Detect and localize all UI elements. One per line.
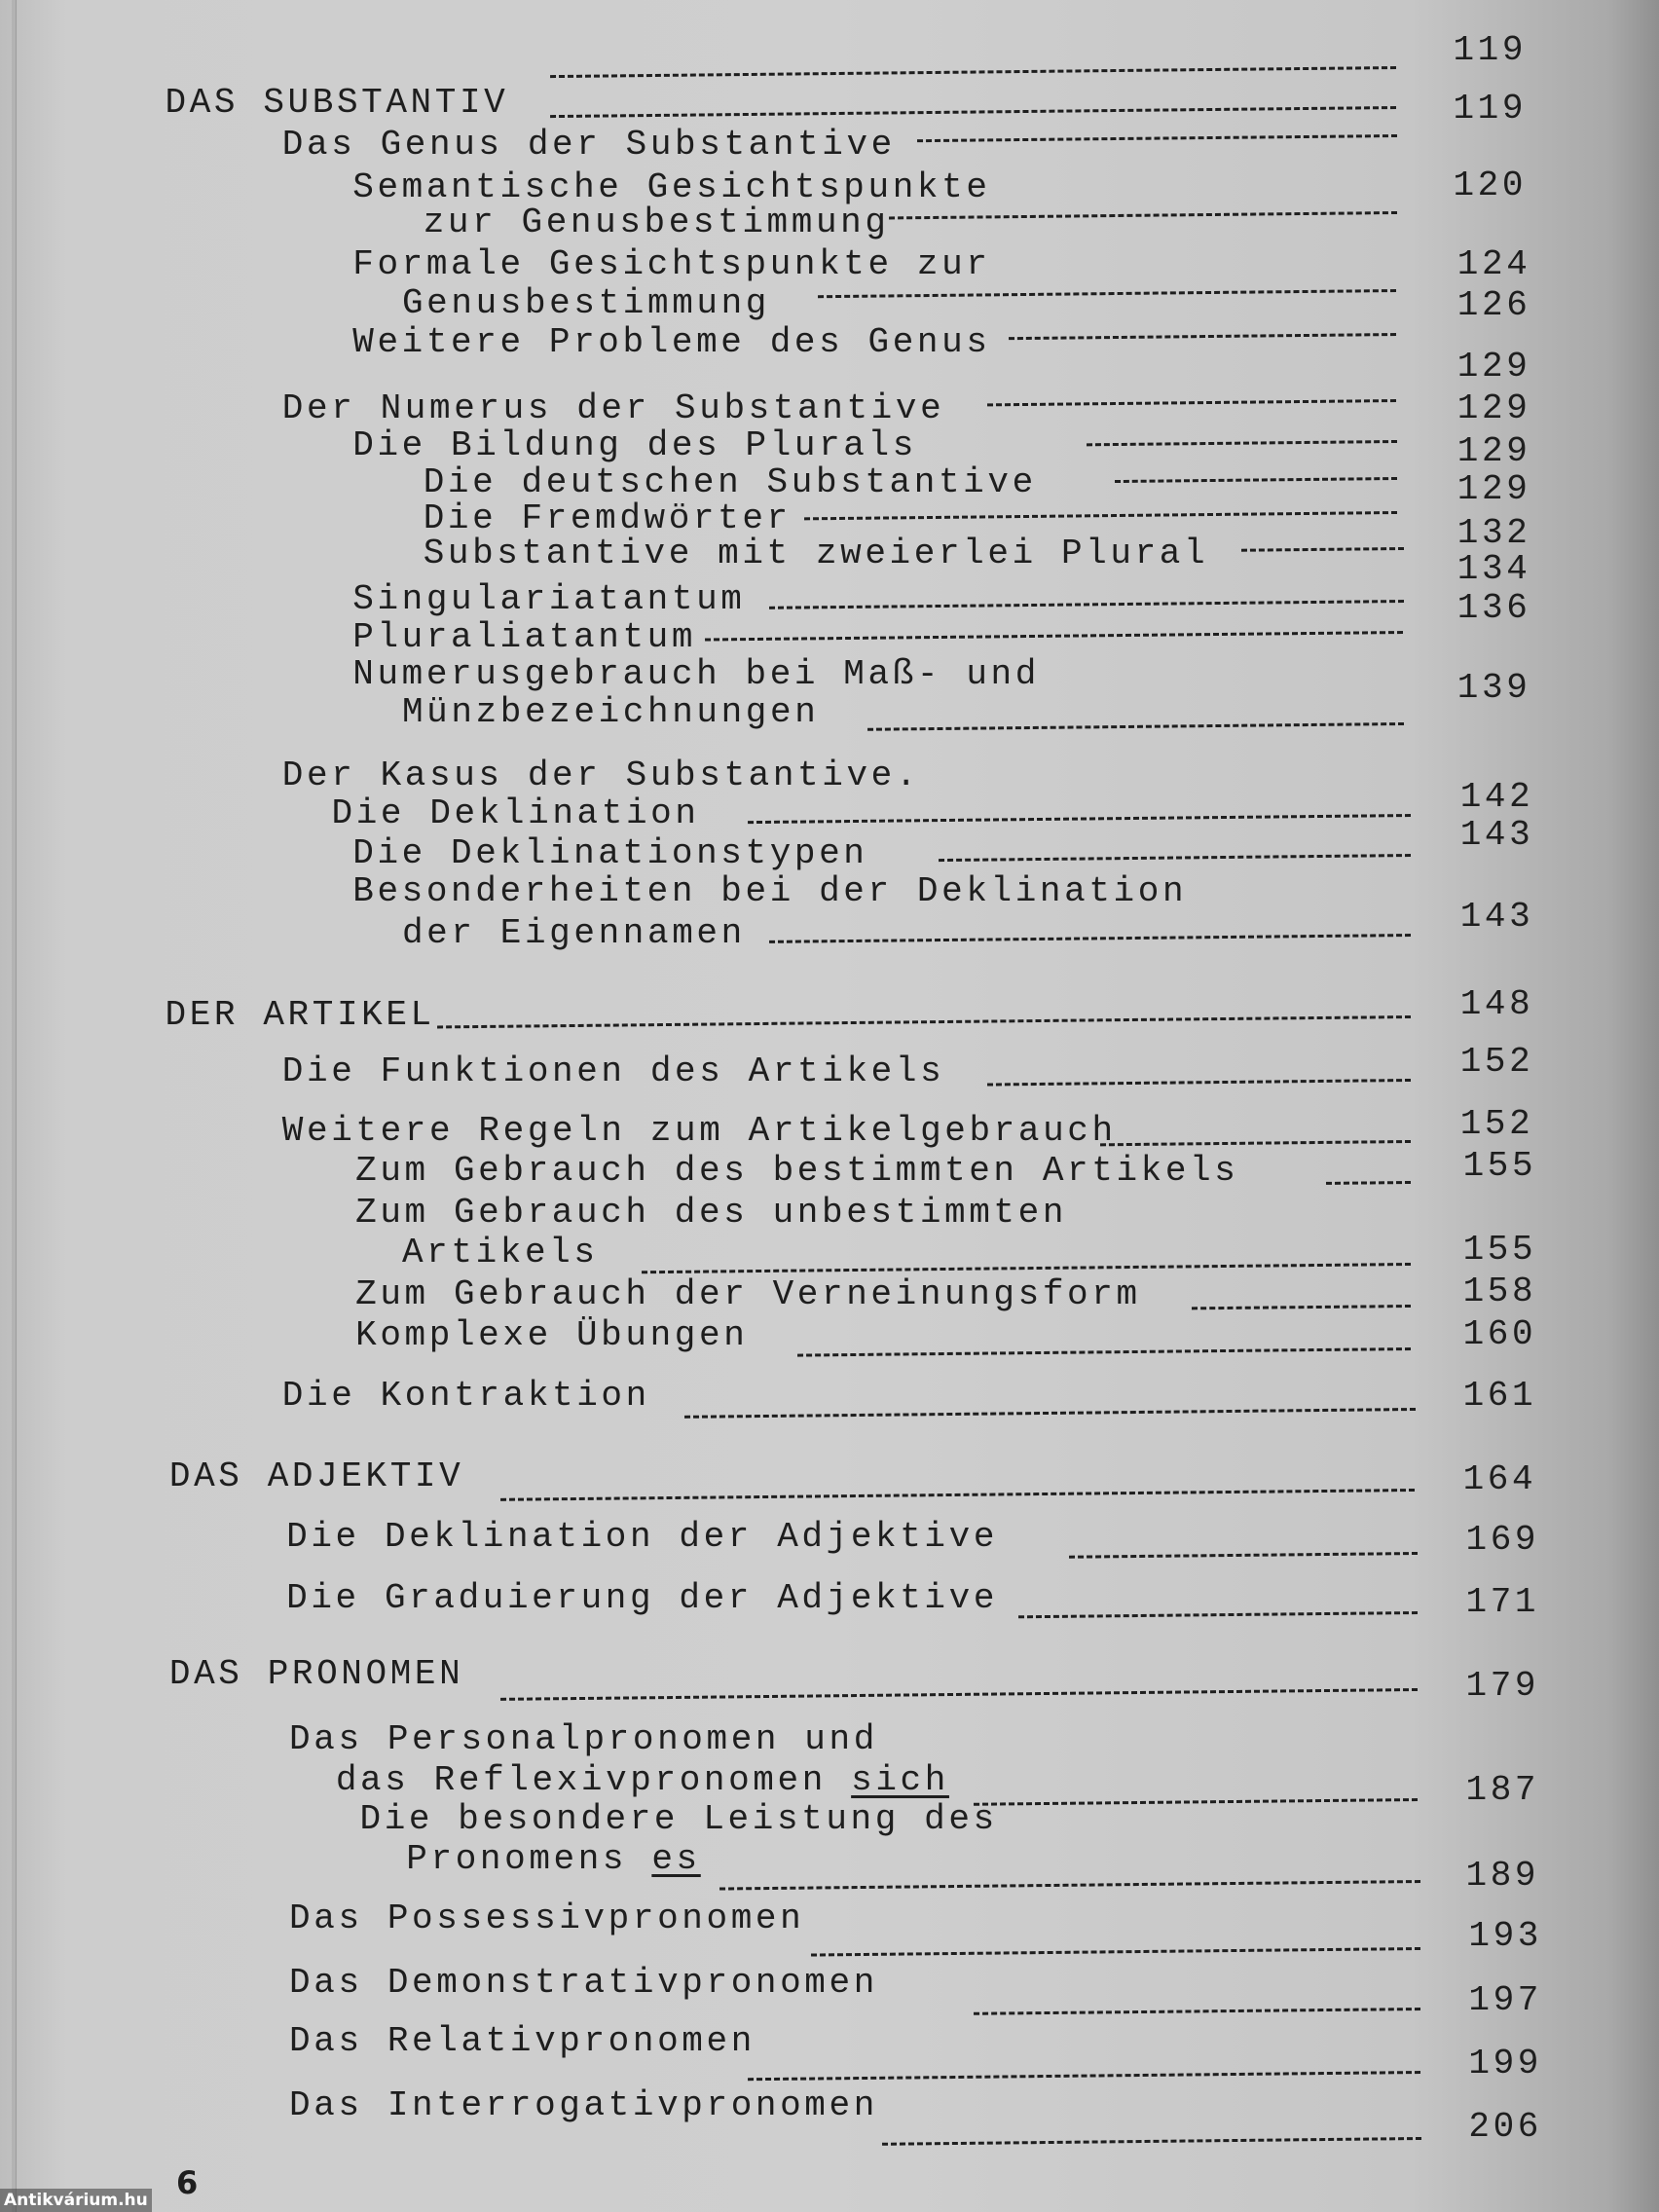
toc-entry-text: das Reflexivpronomen	[335, 1759, 852, 1800]
toc-entry-line	[402, 1234, 599, 1272]
toc-entry-text: Zum Gebrauch des bestimmten Artikels	[355, 1150, 1239, 1191]
dot-leader	[939, 854, 1411, 862]
toc-page-number: 143	[1459, 896, 1534, 937]
toc-entry-text: Der Kasus der Substantive.	[281, 755, 921, 795]
toc-entry-line	[352, 834, 867, 873]
toc-page-number: 189	[1465, 1856, 1540, 1897]
toc-page-number: 119	[1453, 30, 1528, 71]
dot-leader	[1115, 477, 1397, 483]
toc-entry-line	[424, 499, 792, 538]
toc-entry-line	[355, 1152, 1238, 1191]
toc-entry-line	[289, 1964, 878, 2003]
dot-leader	[748, 2071, 1420, 2081]
dot-leader	[987, 1079, 1411, 1087]
toc-page-number: 120	[1453, 166, 1528, 206]
dot-leader	[642, 1263, 1411, 1273]
toc-entry-line	[166, 996, 435, 1035]
toc-entry-line	[282, 1052, 945, 1091]
toc-page-number: 126	[1456, 285, 1531, 326]
toc-entry-line	[282, 1377, 650, 1416]
dot-leader	[889, 211, 1397, 219]
toc-entry-line	[282, 389, 945, 428]
toc-entry-text: Pronomens	[406, 1838, 652, 1879]
dot-leader	[769, 600, 1404, 609]
toc-page-number: 160	[1462, 1313, 1537, 1354]
dot-leader	[748, 814, 1411, 824]
toc-entry-text: Das Relativpronomen	[289, 2020, 756, 2061]
dot-leader	[706, 631, 1404, 642]
toc-page-number: 132	[1456, 512, 1531, 553]
toc-page-number: 148	[1459, 983, 1534, 1024]
toc-entry-text: Zum Gebrauch der Verneinungsform	[355, 1274, 1141, 1315]
toc-entry-line	[289, 1720, 878, 1759]
toc-entry-line	[282, 1112, 1117, 1151]
toc-page-number: 197	[1468, 1979, 1542, 2020]
toc-entry-text: Weitere Probleme des Genus	[352, 322, 991, 363]
toc-entry-line	[282, 756, 920, 795]
toc-entry-line	[402, 284, 770, 323]
toc-entry-text: Das Demonstrativpronomen	[289, 1963, 878, 2004]
toc-entry-text: Die Graduierung der Adjektive	[286, 1577, 999, 1618]
toc-page-number: 129	[1456, 430, 1531, 471]
toc-entry-text: Die besondere Leistung des	[359, 1799, 998, 1840]
dot-leader	[1192, 1305, 1411, 1309]
dot-leader	[811, 1947, 1420, 1957]
dot-leader	[804, 511, 1397, 520]
dot-leader	[1100, 1140, 1411, 1146]
toc-page-number: 152	[1459, 1042, 1534, 1083]
underlined-word: sich	[851, 1759, 949, 1800]
toc-entry-text: Pluraliatantum	[352, 616, 697, 657]
toc-entry-text: Formale Gesichtspunkte zur	[352, 244, 991, 285]
toc-entry-text: Das Personalpronomen und	[289, 1718, 878, 1759]
dot-leader	[437, 1015, 1411, 1028]
toc-entry-text: Singulariatantum	[352, 578, 746, 619]
toc-entry-text: Semantische Gesichtspunkte	[352, 166, 991, 207]
toc-entry-line	[289, 2022, 756, 2061]
toc-entry-text: Die deutschen Substantive	[423, 461, 1037, 502]
dot-leader	[719, 1880, 1420, 1891]
dot-leader	[550, 66, 1396, 78]
toc-entry-line	[424, 203, 890, 242]
toc-entry-text: Die Deklination der Adjektive	[286, 1517, 999, 1558]
toc-page-number: 155	[1462, 1146, 1537, 1187]
toc-entry-line	[352, 168, 990, 207]
toc-entry-line	[169, 1655, 463, 1694]
dot-leader	[769, 934, 1411, 943]
toc-page-number: 129	[1456, 388, 1531, 429]
toc-entry-line	[424, 463, 1037, 502]
toc-entry-line	[402, 914, 746, 953]
toc-page-number: 155	[1462, 1229, 1537, 1270]
toc-entry-line	[355, 1316, 748, 1355]
toc-entry-line	[402, 693, 819, 732]
toc-entry-line	[355, 1194, 1067, 1233]
toc-entry-text: Das Interrogativpronomen	[289, 2085, 878, 2126]
toc-entry-line	[352, 655, 1040, 694]
underlined-word: es	[651, 1838, 701, 1879]
dot-leader	[987, 399, 1396, 406]
toc-page-number: 164	[1462, 1458, 1537, 1499]
toc-entry-text: DER ARTIKEL	[165, 995, 435, 1036]
toc-page-number: 206	[1468, 2107, 1542, 2148]
toc-page-number: 187	[1465, 1769, 1540, 1810]
toc-entry-line	[352, 872, 1187, 911]
toc-entry-line	[286, 1518, 998, 1557]
toc-page-number: 171	[1465, 1582, 1540, 1623]
toc-entry-line	[352, 618, 696, 657]
dot-leader	[1087, 440, 1397, 446]
toc-entry-text: Besonderheiten bei der Deklination	[352, 870, 1188, 911]
toc-page-number: 152	[1459, 1103, 1534, 1144]
toc-entry-line	[352, 245, 990, 284]
toc-page-number: 142	[1459, 776, 1534, 817]
toc-entry-text: Substantive mit zweierlei Plural	[423, 534, 1209, 574]
watermark-logo: Antikvárium.hu	[0, 2189, 152, 2212]
dot-leader	[1009, 333, 1396, 340]
toc-entry-line	[355, 1275, 1141, 1314]
toc-entry-text: Die Fremdwörter	[423, 498, 792, 539]
toc-page-number: 124	[1456, 244, 1531, 285]
toc-entry-line	[352, 426, 917, 465]
dot-leader	[974, 2008, 1420, 2015]
dot-leader	[1241, 547, 1404, 552]
dot-leader	[500, 1489, 1415, 1501]
toc-entry-text: DAS PRONOMEN	[168, 1653, 464, 1694]
toc-page-number: 139	[1456, 668, 1531, 709]
toc-entry-line	[332, 794, 700, 833]
dot-leader	[684, 1408, 1416, 1419]
toc-entry-text: Münzbezeichnungen	[401, 691, 820, 732]
toc-entry-text: Die Deklination	[331, 793, 700, 834]
toc-entry-text: Die Deklinationstypen	[352, 832, 868, 873]
toc-page-number: 161	[1462, 1376, 1537, 1417]
dot-leader	[818, 289, 1396, 298]
toc-entry-line	[352, 580, 745, 619]
toc-entry-text: Die Funktionen des Artikels	[281, 1051, 945, 1092]
toc-entry-line	[406, 1840, 700, 1879]
toc-entry-text: Artikels	[401, 1232, 599, 1272]
toc-entry-text: Komplexe Übungen	[355, 1315, 749, 1356]
toc-page-number: 136	[1456, 587, 1531, 628]
toc-entry-text: Numerusgebrauch bei Maß- und	[352, 653, 1040, 694]
toc-entry-line	[289, 1899, 804, 1938]
toc-entry-text: DAS SUBSTANTIV	[165, 82, 509, 123]
toc-entry-line	[336, 1761, 949, 1800]
dot-leader	[797, 1347, 1411, 1357]
toc-entry-line	[289, 2086, 878, 2125]
toc-page-number: 199	[1468, 2043, 1542, 2083]
toc-entry-text: Zum Gebrauch des unbestimmten	[355, 1193, 1068, 1234]
dot-leader	[550, 106, 1396, 118]
toc-entry-text: Der Numerus der Substantive	[281, 388, 945, 429]
toc-entry-line	[282, 126, 896, 165]
toc-entry-text: Das Genus der Substantive	[281, 125, 896, 166]
dot-leader	[882, 2137, 1421, 2146]
toc-entry-text: der Eigennamen	[401, 913, 746, 954]
toc-entry-text: Das Possessivpronomen	[289, 1898, 805, 1938]
toc-entry-line	[166, 84, 509, 123]
page-number: 6	[176, 2164, 199, 2201]
toc-page-number: 119	[1453, 88, 1528, 129]
toc-entry-line	[169, 1457, 463, 1496]
toc-entry-text: Die Bildung des Plurals	[352, 424, 917, 465]
toc-entry-text: Die Kontraktion	[281, 1376, 650, 1417]
dot-leader	[1326, 1181, 1411, 1185]
toc-entry-text: Genusbestimmung	[401, 282, 771, 323]
dot-leader	[974, 1798, 1418, 1806]
toc-entry-line	[424, 535, 1209, 573]
toc-page-number: 193	[1468, 1916, 1542, 1957]
toc-page-number: 169	[1465, 1520, 1540, 1561]
toc-entry-text: zur Genusbestimmung	[423, 202, 890, 242]
toc-page-number: 143	[1459, 814, 1534, 855]
page-edge	[12, 0, 17, 2212]
dot-leader	[867, 722, 1404, 731]
dot-leader	[1018, 1611, 1418, 1618]
dot-leader	[917, 134, 1397, 142]
toc-entry-text: Weitere Regeln zum Artikelgebrauch	[281, 1111, 1117, 1152]
toc-page-number: 129	[1456, 468, 1531, 509]
dot-leader	[1069, 1552, 1418, 1559]
toc-page-number: 129	[1456, 346, 1531, 387]
toc-entry-text: DAS ADJEKTIV	[168, 1456, 464, 1497]
toc-entry-line	[352, 323, 990, 362]
toc-entry-line	[286, 1579, 998, 1618]
toc-page-number: 179	[1465, 1665, 1540, 1706]
toc-entry-line	[359, 1800, 997, 1839]
toc-page-number: 158	[1462, 1272, 1537, 1312]
toc-page-number: 134	[1456, 549, 1531, 590]
dot-leader	[500, 1688, 1418, 1701]
